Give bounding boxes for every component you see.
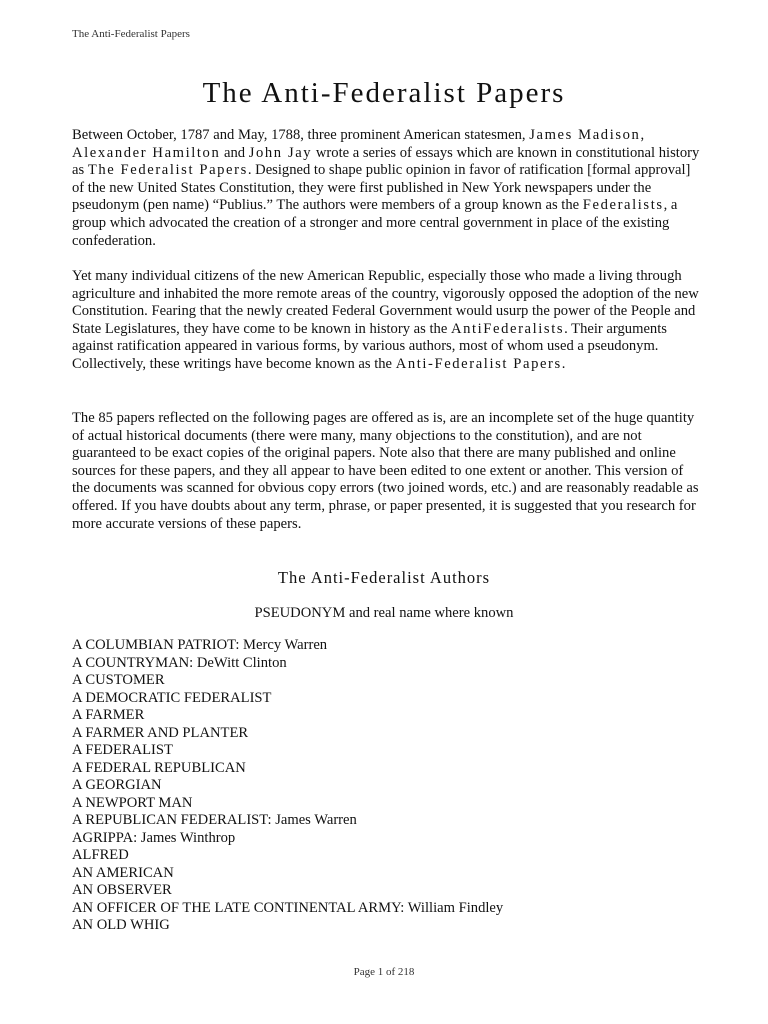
paragraph-text: , xyxy=(640,127,645,143)
paragraph-text: and xyxy=(220,144,249,161)
paragraph-text: Between October, 1787 and May, 1788, three prominent American statesmen, xyxy=(72,127,530,143)
paragraph-text: . xyxy=(561,355,566,372)
paragraph-text: Yet many individual citizens of the new American Republic, especially those who made a living through agriculture and inhabited the more remote areas of the country, vigorously opposed the adoption of the new Constitution. Fearing that the newly created Federal Government would usurp the power of the People and State Legislatures, they have come to be known in history as the xyxy=(72,268,699,337)
list-item: AGRIPPA: James Winthrop xyxy=(72,829,236,846)
group-name: AntiFederalists xyxy=(450,320,565,337)
page-number: Page 1 of 218 xyxy=(353,966,415,978)
list-item: ALFRED xyxy=(72,847,129,863)
author-name: Alexander Hamilton xyxy=(72,144,221,161)
disclaimer-paragraph: The 85 papers reflected on the following pages are offered as is, are an incomplete set of the huge quantity of actual historical documents (there were many, many objections to the constitution), and are not guaranteed to be exact copies of the original papers. Note also that there are many published and online sources for these papers, and they all appear to have been edited to one extent or another. This version of the documents was scanned for obvious copy errors (two joined words, etc.) and are reasonably readable as offered. If you have doubts about any term, phrase, or paper presented, it is suggested that you research for more accurate versions of these papers. xyxy=(72,410,699,532)
work-title: Anti-Federalist Papers xyxy=(395,355,562,372)
work-title: The Federalist Papers xyxy=(87,162,248,179)
list-item: AN OLD WHIG xyxy=(72,917,170,933)
paragraph-text: . Their arguments against ratification appeared in various forms, by various authors, most of whom used a pseudonym. Collectively, these writings have become known as the xyxy=(72,320,667,372)
list-item: A DEMOCRATIC FEDERALIST xyxy=(72,689,272,706)
author-name: James Madison xyxy=(529,127,641,143)
list-item: A NEWPORT MAN xyxy=(72,794,193,811)
paragraph-text: , a group which advocated the creation of a stronger and more central government in place of the existing confederation. xyxy=(72,197,678,249)
author-name: John Jay xyxy=(248,144,313,161)
paragraph-text: wrote a series of essays which are known in constitutional history as xyxy=(72,144,700,179)
list-item: A CUSTOMER xyxy=(72,672,165,688)
paragraph-text: . Designed to shape public opinion in favor of ratification [formal approval] of the new United States Constitution, they were first published in New York newspapers under the pseudonym (pen name) “Publius.” The authors were members of a group known as the xyxy=(72,162,691,214)
list-item: A COUNTRYMAN: DeWitt Clinton xyxy=(72,654,287,671)
authors-subheading: PSEUDONYM and real name where known xyxy=(254,605,514,621)
document-title: The Anti-Federalist Papers xyxy=(202,77,566,109)
list-item: A FEDERAL REPUBLICAN xyxy=(72,759,246,776)
list-item: AN AMERICAN xyxy=(72,864,174,881)
authors-list xyxy=(72,637,712,935)
list-item: A FEDERALIST xyxy=(72,742,173,758)
list-item: AN OFFICER OF THE LATE CONTINENTAL ARMY: William Findley xyxy=(72,899,504,916)
running-header: The Anti-Federalist Papers xyxy=(72,28,190,40)
intro-paragraph xyxy=(72,127,702,250)
antifederalist-paragraph xyxy=(72,268,702,374)
list-item: A GEORGIAN xyxy=(72,777,162,793)
group-name: Federalists xyxy=(582,197,664,214)
list-item: A REPUBLICAN FEDERALIST: James Warren xyxy=(72,812,357,828)
list-item: A COLUMBIAN PATRIOT: Mercy Warren xyxy=(72,637,328,653)
list-item: A FARMER xyxy=(72,707,145,723)
authors-heading: The Anti-Federalist Authors xyxy=(277,568,491,587)
list-item: AN OBSERVER xyxy=(72,882,172,898)
list-item: A FARMER AND PLANTER xyxy=(72,724,249,741)
